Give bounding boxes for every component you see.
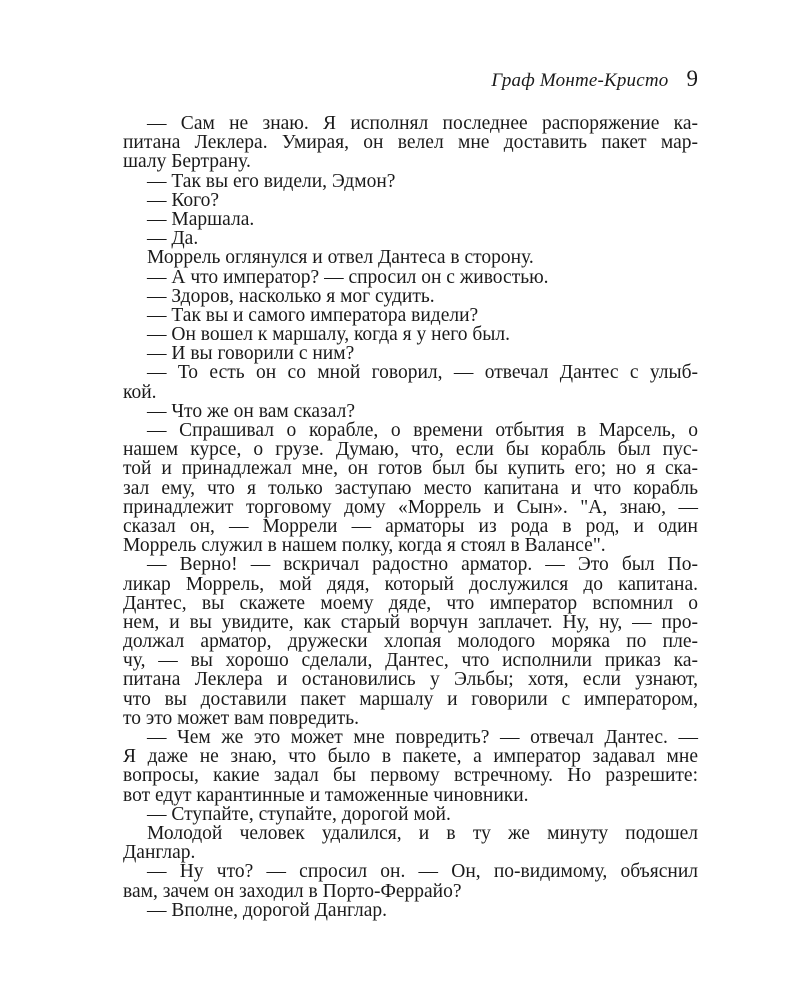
text-line: Дантес, вы скажете моему дяде, что император вспомнил о	[123, 592, 698, 614]
text-line: то это может вам повредить.	[123, 707, 360, 729]
page-number: 9	[686, 66, 698, 91]
text-line: — Да.	[147, 228, 199, 250]
text-line: — Он вошел к маршалу, когда я у него был.	[147, 324, 510, 346]
text-line: шалу Бертрану.	[123, 151, 251, 173]
text-line: — И вы говорили с ним?	[147, 343, 355, 365]
text-line: — Вполне, дорогой Данглар.	[147, 899, 388, 921]
text-line: — Спрашивал о корабле, о времени отбытия в Марсель, о	[147, 420, 698, 441]
book-title: Граф Монте-Кристо	[491, 70, 669, 91]
text-line: той и принадлежал мне, он готов был бы купить его; но я ска-	[123, 458, 698, 480]
text-line: — А что император? — спросил он с живостью.	[147, 266, 549, 288]
text-line: чу, — вы хорошо сделали, Дантес, что исполнили приказ ка-	[123, 650, 698, 672]
text-line: — Здоров, насколько я мог судить.	[147, 285, 435, 307]
text-line: Я даже не знаю, что было в пакете, а император задавал мне	[123, 746, 698, 768]
running-header	[491, 66, 698, 92]
text-line: Моррель оглянулся и отвел Дантеса в сторону.	[147, 247, 534, 269]
text-line: вопросы, какие задал бы первому встречному. Но разрешите:	[123, 765, 698, 787]
text-line: Молодой человек удалился, и в ту же минуту подошел	[147, 822, 698, 844]
text-line: Моррель служил в нашем полку, когда я стоял в Валансе".	[123, 535, 606, 557]
text-line: — Ступайте, ступайте, дорогой мой.	[147, 803, 451, 825]
text-line: Данглар.	[123, 842, 196, 864]
body-text	[123, 114, 698, 920]
text-line: — Верно! — вскричал радостно арматор. — Это был По-	[147, 554, 698, 576]
text-line: ликар Моррель, мой дядя, который дослужился до капитана.	[123, 573, 698, 595]
text-line: сказал он, — Моррели — арматоры из рода в род, и один	[123, 515, 698, 537]
text-line: — Сам не знаю. Я исполнял последнее распоряжение ка-	[147, 113, 698, 134]
text-line: — То есть он со мной говорил, — отвечал Дантес с улыб-	[147, 362, 698, 384]
text-line: — Так вы и самого императора видели?	[147, 304, 479, 326]
text-line: — Кого?	[147, 189, 220, 211]
text-line: — Что же он вам сказал?	[147, 400, 355, 422]
text-line: — Так вы его видели, Эдмон?	[147, 170, 396, 192]
text-line: должал арматор, дружески хлопая молодого моряка по пле-	[123, 631, 698, 653]
text-line: что вы доставили пакет маршалу и говорили с императором,	[123, 688, 698, 710]
text-line: вот едут карантинные и таможенные чиновники.	[123, 784, 529, 806]
text-line: питана Леклера. Умирая, он велел мне доставить пакет мар-	[123, 132, 698, 154]
text-line: питана Леклера и остановились у Эльбы; хотя, если узнают,	[123, 669, 698, 691]
text-line: нем, и вы увидите, как старый ворчун заплачет. Ну, ну, — про-	[123, 611, 698, 633]
text-line: нашем курсе, о грузе. Думаю, что, если бы корабль был пус-	[123, 439, 698, 461]
text-line: — Маршала.	[147, 208, 255, 230]
text-line: принадлежит торговому дому «Моррель и Сын». "А, знаю, —	[123, 496, 698, 518]
text-line: вам, зачем он заходил в Порто-Феррайо?	[123, 880, 462, 902]
text-line: кой.	[123, 381, 157, 403]
text-line: зал ему, что я только заступаю место капитана и что корабль	[123, 477, 698, 499]
text-line: — Ну что? — спросил он. — Он, по-видимому, объяснил	[147, 861, 698, 883]
text-line: — Чем же это может мне повредить? — отвечал Дантес. —	[147, 727, 698, 748]
